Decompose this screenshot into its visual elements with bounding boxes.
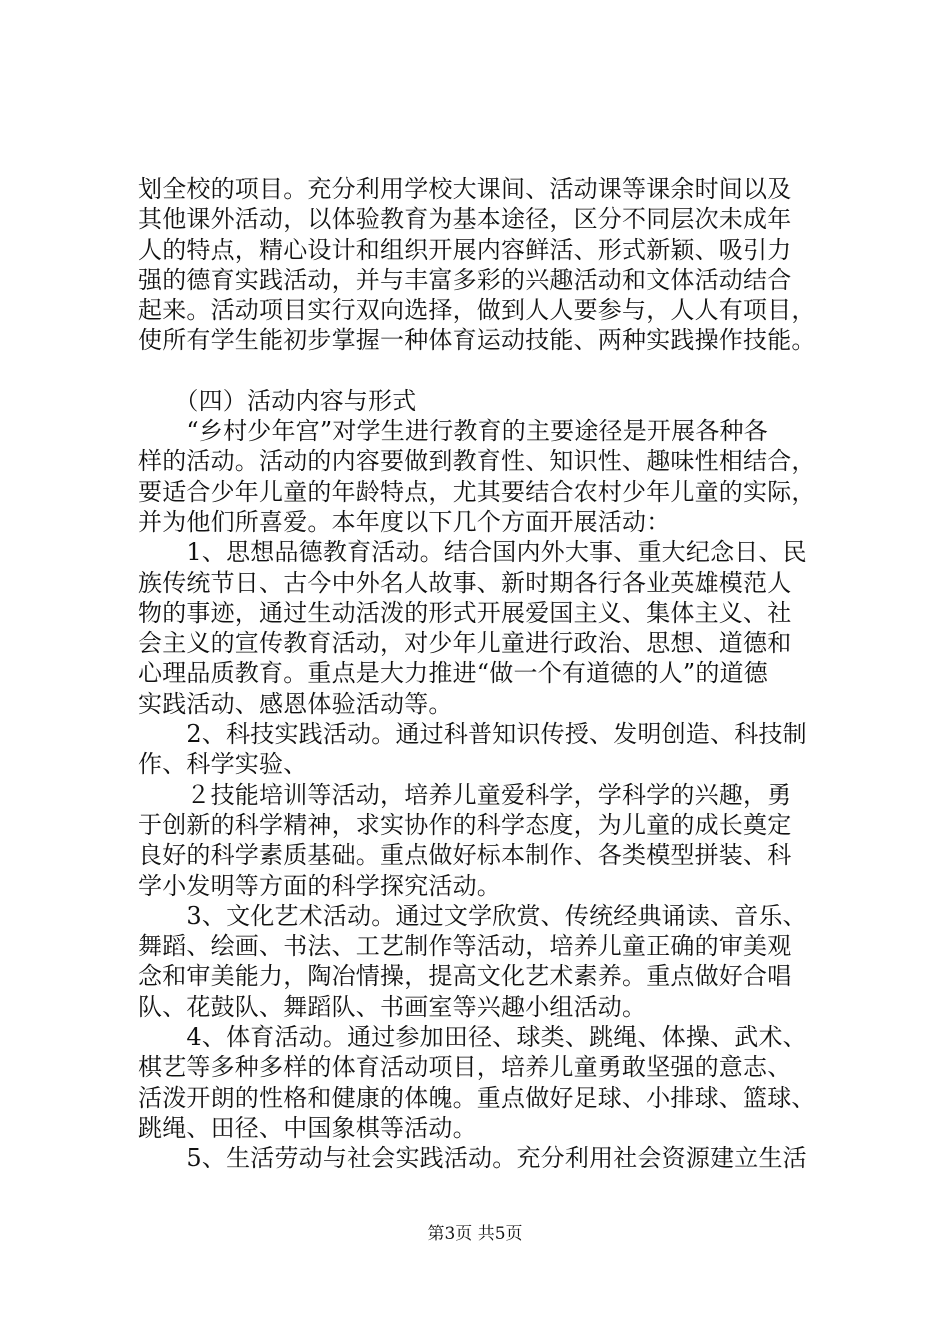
text-line: 要适合少年儿童的年龄特点，尤其要结合农村少年儿童的实际， <box>138 477 816 506</box>
text-line: 学小发明等方面的科学探究活动。 <box>138 871 501 900</box>
text-line: 物的事迹，通过生动活泼的形式开展爱国主义、集体主义、社 <box>138 598 792 627</box>
text-line: 使所有学生能初步掌握一种体育运动技能、两种实践操作技能。 <box>138 326 816 355</box>
paragraph-gap <box>138 356 828 386</box>
document-body <box>138 174 828 1174</box>
text-line: 人的特点，精心设计和组织开展内容鲜活、形式新颖、吸引力 <box>138 235 792 264</box>
text-line: 族传统节日、古今中外名人故事、新时期各行各业英雄模范人 <box>138 568 792 597</box>
text-line: 心理品质教育。重点是大力推进“做一个有道德的人”的道德 <box>138 659 768 688</box>
text-line: ２技能培训等活动，培养儿童爱科学，学科学的兴趣，勇 <box>138 780 792 809</box>
text-line: 跳绳、田径、中国象棋等活动。 <box>138 1113 477 1142</box>
text-line: 舞蹈、绘画、书法、工艺制作等活动，培养儿童正确的审美观 <box>138 932 792 961</box>
text-line: 起来。活动项目实行双向选择，做到人人要参与，人人有项目， <box>138 296 816 325</box>
text-line: 作、科学实验、 <box>138 750 308 779</box>
section-heading: （四）活动内容与形式 <box>138 386 417 415</box>
text-line: 实践活动、感恩体验活动等。 <box>138 689 453 718</box>
text-line: 1、思想品德教育活动。结合国内外大事、重大纪念日、民 <box>138 538 807 567</box>
text-line: 其他课外活动，以体验教育为基本途径，区分不同层次未成年 <box>138 205 792 234</box>
text-line: “乡村少年宫”对学生进行教育的主要途径是开展各种各 <box>138 417 768 446</box>
text-line: 并为他们所喜爱。本年度以下几个方面开展活动： <box>138 507 671 536</box>
page-number-footer: 第3页 共5页 <box>427 1224 523 1244</box>
text-line: 5、生活劳动与社会实践活动。充分利用社会资源建立生活 <box>138 1144 807 1173</box>
text-line: 棋艺等多种多样的体育活动项目，培养儿童勇敢坚强的意志、 <box>138 1053 792 1082</box>
text-line: 于创新的科学精神，求实协作的科学态度，为儿童的成长奠定 <box>138 810 792 839</box>
text-line: 2、科技实践活动。通过科普知识传授、发明创造、科技制 <box>138 720 807 749</box>
text-line: 强的德育实践活动，并与丰富多彩的兴趣活动和文体活动结合 <box>138 265 792 294</box>
text-line: 4、体育活动。通过参加田径、球类、跳绳、体操、武术、 <box>138 1023 807 1052</box>
text-line: 会主义的宣传教育活动，对少年儿童进行政治、思想、道德和 <box>138 629 792 658</box>
text-line: 队、花鼓队、舞蹈队、书画室等兴趣小组活动。 <box>138 992 647 1021</box>
text-line: 良好的科学素质基础。重点做好标本制作、各类模型拼装、科 <box>138 841 792 870</box>
text-line: 3、文化艺术活动。通过文学欣赏、传统经典诵读、音乐、 <box>138 901 807 930</box>
text-line: 样的活动。活动的内容要做到教育性、知识性、趣味性相结合， <box>138 447 816 476</box>
text-line: 念和审美能力，陶冶情操，提高文化艺术素养。重点做好合唱 <box>138 962 792 991</box>
text-line: 划全校的项目。充分利用学校大课间、活动课等课余时间以及 <box>138 175 792 203</box>
text-line: 活泼开朗的性格和健康的体魄。重点做好足球、小排球、篮球、 <box>138 1083 816 1112</box>
